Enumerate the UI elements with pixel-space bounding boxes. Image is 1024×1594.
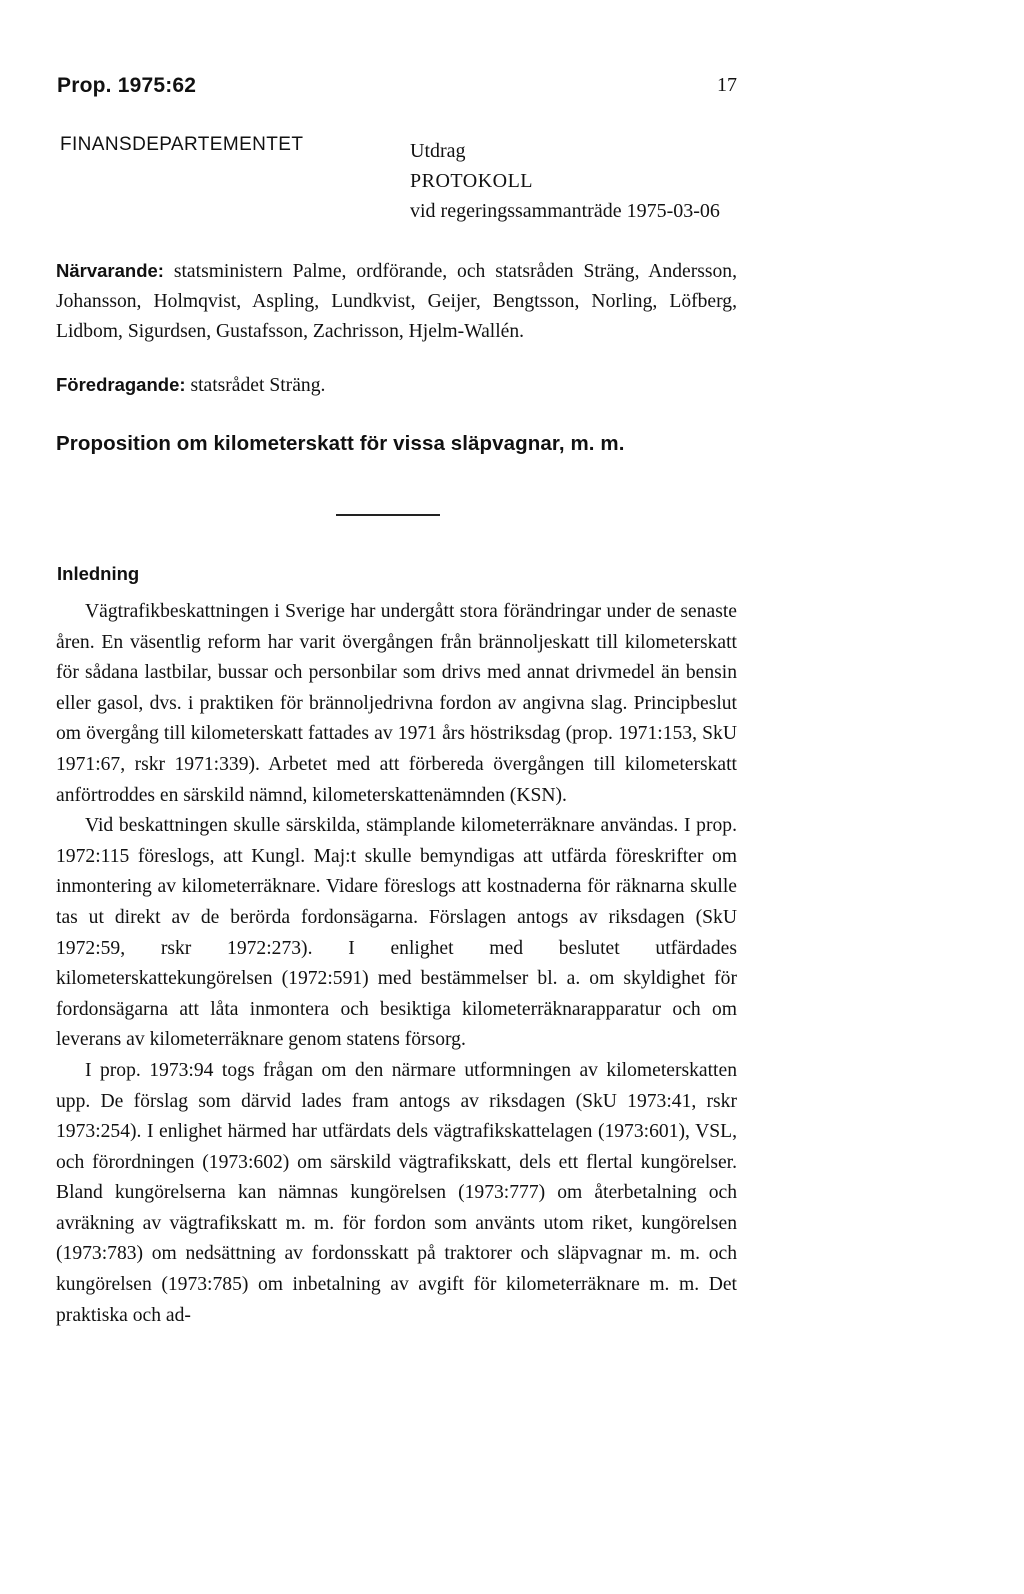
rapporteur-text: statsrådet Sträng.: [190, 375, 326, 396]
running-header: [57, 74, 737, 100]
protocol-extract-label: Utdrag: [410, 140, 466, 162]
protocol-title: PROTOKOLL: [410, 170, 534, 192]
proposition-reference: Prop. 1975:62: [57, 74, 197, 97]
present-text: statsministern Palme, ordförande, och statsråden Sträng, Andersson, Johansson, Holmqvist, Aspling, Lundkvist, Geijer, Bengtsson, Norling, Löfberg, Lidbom, Sigurdsen, Gustafsson, Zachrisson, Hjelm-Wallén.: [56, 261, 738, 342]
page-number: 17: [717, 74, 737, 96]
body-paragraph-2: Vid beskattningen skulle särskilda, stämplande kilometerräknare användas. I prop. 1972:115 föreslogs, att Kungl. Maj:t skulle bemyndigas att utfärda föreskrifter om inmontering av kilometerräknare. Vidare föreslogs att kostnaderna för räknarna skulle tas ut direkt av de berörda fordonsägarna. Förslagen antogs av riksdagen (SkU 1972:59, rskr 1972:273). I enlighet med beslutet utfärdades kilometerskattekungörelsen (1972:591) med bestämmelser bl. a. om skyldighet för fordonsägarna att låta inmontera och besiktiga kilometerräknarapparatur och om leverans av kilometerräknare genom statens försorg.: [56, 815, 737, 1051]
present-paragraph: [56, 256, 737, 347]
rapporteur-paragraph: [56, 370, 737, 401]
present-label: Närvarande:: [56, 260, 164, 281]
protocol-block: [410, 136, 720, 226]
protocol-meeting: vid regeringssammanträde 1975-03-06: [410, 200, 720, 222]
rapporteur-label: Föredragande:: [56, 374, 186, 395]
section-heading: Inledning: [57, 563, 140, 584]
body-paragraph-3: I prop. 1973:94 togs frågan om den närmare utformningen av kilometerskatten upp. De förslag som därvid lades fram antogs av riksdagen (SkU 1973:41, rskr 1973:254). I enlighet härmed har utfärdats dels vägtrafikskattelagen (1973:601), VSL, och förordningen (1973:602) om särskild vägtrafikskatt, dels ett flertal kungörelser. Bland kungörelserna kan nämnas kungörelsen (1973:777) om återbetalning och avräkning av vägtrafikskatt m. m. för fordon som använts utom riket, kungörelsen (1973:783) om nedsättning av fordonsskatt på traktorer och släpvagnar m. m. och kungörelsen (1973:785) om inbetalning av avgift för kilometerräknare m. m. Det praktiska och ad-: [56, 1059, 737, 1326]
section-divider: [336, 514, 440, 516]
body-paragraph-1: Vägtrafikbeskattningen i Sverige har undergått stora förändringar under de senaste åren. En väsentlig reform har varit övergången från brännoljeskatt till kilometerskatt för sådana lastbilar, bussar och personbilar som drivs med annat drivmedel än bensin eller gasol, dvs. i praktiken för brännoljedrivna fordon av angivna slag. Principbeslut om övergång till kilometerskatt fattades av 1971 års höstriksdag (prop. 1971:153, SkU 1971:67, rskr 1971:339). Arbetet med att förbereda övergången till kilometerskatt anförtroddes en särskild nämnd, kilometerskattenämnden (KSN).: [56, 601, 737, 806]
ministry-name: FINANSDEPARTEMENTET: [60, 134, 304, 155]
introduction-body: [56, 597, 737, 1331]
proposal-title: Proposition om kilometerskatt för vissa släpvagnar, m. m.: [56, 432, 625, 455]
